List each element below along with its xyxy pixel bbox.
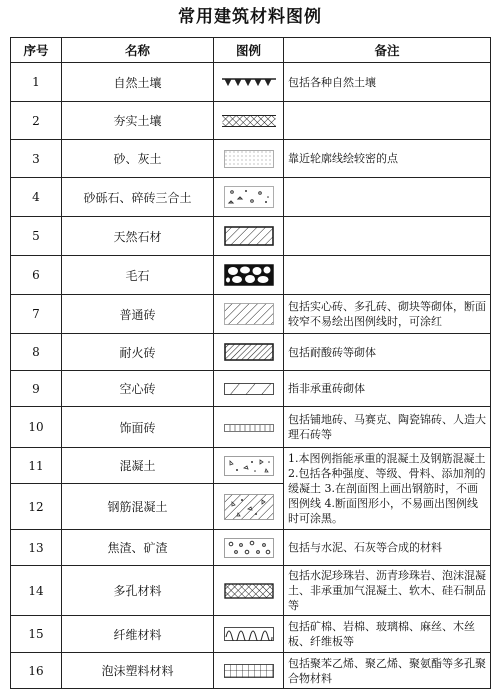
- table-row: [11, 295, 491, 334]
- row-note: 包括铺地砖、马赛克、陶瓷锦砖、人造大理石砖等: [284, 407, 491, 448]
- row-seq: 9: [11, 371, 62, 407]
- table-row: [11, 63, 491, 102]
- row-seq: 12: [11, 484, 62, 530]
- row-name: 混凝土: [62, 448, 214, 484]
- row-name: 多孔材料: [62, 566, 214, 616]
- natural-stone-pattern-icon: [224, 226, 274, 246]
- row-name: 普通砖: [62, 295, 214, 334]
- row-legend: [214, 295, 284, 334]
- row-note: 包括水泥珍珠岩、沥青珍珠岩、泡沫混凝土、非承重加气混凝土、软木、硅石制品等: [284, 566, 491, 616]
- row-note: 包括各种自然土壤: [284, 63, 491, 102]
- table-row: [11, 371, 491, 407]
- row-seq: 4: [11, 178, 62, 217]
- row-name: 钢筋混凝土: [62, 484, 214, 530]
- fiber-material-pattern-icon: [224, 627, 274, 641]
- row-seq: 7: [11, 295, 62, 334]
- row-legend: [214, 407, 284, 448]
- row-seq: 6: [11, 256, 62, 295]
- row-seq: 10: [11, 407, 62, 448]
- table-row: [11, 616, 491, 653]
- row-name: 泡沫塑料材料: [62, 653, 214, 689]
- row-note: [284, 256, 491, 295]
- row-legend: [214, 616, 284, 653]
- header-name: 名称: [62, 38, 214, 63]
- row-seq: 1: [11, 63, 62, 102]
- facing-tile-pattern-icon: [224, 424, 274, 432]
- row-name: 自然土壤: [62, 63, 214, 102]
- table-row: [11, 178, 491, 217]
- row-name: 耐火砖: [62, 334, 214, 371]
- row-note: 包括与水泥、石灰等合成的材料: [284, 530, 491, 566]
- hollow-brick-pattern-icon: [224, 383, 274, 395]
- porous-material-pattern-icon: [224, 583, 274, 599]
- row-note: 包括耐酸砖等砌体: [284, 334, 491, 371]
- row-seq: 15: [11, 616, 62, 653]
- sand-lime-pattern-icon: [224, 150, 274, 168]
- header-legend: 图例: [214, 38, 284, 63]
- row-legend: [214, 530, 284, 566]
- row-note: [284, 217, 491, 256]
- natural-soil-pattern-icon: [222, 75, 276, 89]
- row-note-concrete: 1.本图例指能承重的混凝土及钢筋混凝土 2.包括各种强度、等级、骨料、添加剂的缓凝土 3.在剖面图上画出钢筋时，不画图例线 4.断面图形小，不易画出图例线时可涂黑。: [284, 448, 491, 530]
- row-name: 空心砖: [62, 371, 214, 407]
- row-note: 包括聚苯乙烯、聚乙烯、聚氨酯等多孔聚合物材料: [284, 653, 491, 689]
- brick-pattern-icon: [224, 303, 274, 325]
- table-row: [11, 256, 491, 295]
- row-legend: [214, 334, 284, 371]
- table-row: [11, 217, 491, 256]
- row-name: 焦渣、矿渣: [62, 530, 214, 566]
- table-row: [11, 566, 491, 616]
- table-row: [11, 448, 491, 484]
- row-legend: [214, 484, 284, 530]
- row-note: 指非承重砖砌体: [284, 371, 491, 407]
- row-seq: 8: [11, 334, 62, 371]
- row-legend: [214, 256, 284, 295]
- table-row: [11, 530, 491, 566]
- row-seq: 3: [11, 140, 62, 178]
- row-legend: [214, 566, 284, 616]
- table-row: [11, 407, 491, 448]
- table-header-row: [11, 38, 491, 63]
- table-row: [11, 334, 491, 371]
- row-legend: [214, 63, 284, 102]
- header-seq: 序号: [11, 38, 62, 63]
- row-seq: 5: [11, 217, 62, 256]
- row-legend: [214, 448, 284, 484]
- row-legend: [214, 178, 284, 217]
- gravel-pattern-icon: [224, 186, 274, 208]
- row-name: 砂砾石、碎砖三合土: [62, 178, 214, 217]
- materials-table: [10, 37, 491, 689]
- row-name: 饰面砖: [62, 407, 214, 448]
- table-row: [11, 140, 491, 178]
- row-name: 毛石: [62, 256, 214, 295]
- row-seq: 13: [11, 530, 62, 566]
- slag-pattern-icon: [224, 538, 274, 558]
- page-title: 常用建筑材料图例: [178, 7, 322, 27]
- row-seq: 16: [11, 653, 62, 689]
- row-note: 包括实心砖、多孔砖、砌块等砌体，断面较窄不易绘出图例线时，可涂红: [284, 295, 491, 334]
- row-seq: 14: [11, 566, 62, 616]
- row-seq: 11: [11, 448, 62, 484]
- row-legend: [214, 371, 284, 407]
- concrete-pattern-icon: [224, 456, 274, 476]
- header-note: 备注: [284, 38, 491, 63]
- row-note: [284, 178, 491, 217]
- row-name: 纤维材料: [62, 616, 214, 653]
- row-legend: [214, 102, 284, 140]
- row-legend: [214, 140, 284, 178]
- row-note: 靠近轮廓线绘较密的点: [284, 140, 491, 178]
- compacted-soil-pattern-icon: [222, 115, 276, 127]
- table-row: [11, 102, 491, 140]
- row-legend: [214, 217, 284, 256]
- rubble-pattern-icon: [224, 264, 274, 286]
- row-name: 砂、灰土: [62, 140, 214, 178]
- foam-plastic-pattern-icon: [224, 664, 274, 678]
- row-seq: 2: [11, 102, 62, 140]
- row-note: [284, 102, 491, 140]
- row-name: 夯实土壤: [62, 102, 214, 140]
- row-note: 包括矿棉、岩棉、玻璃棉、麻丝、木丝板、纤维板等: [284, 616, 491, 653]
- firebrick-pattern-icon: [224, 343, 274, 361]
- reinforced-concrete-pattern-icon: [224, 494, 274, 520]
- row-name: 天然石材: [62, 217, 214, 256]
